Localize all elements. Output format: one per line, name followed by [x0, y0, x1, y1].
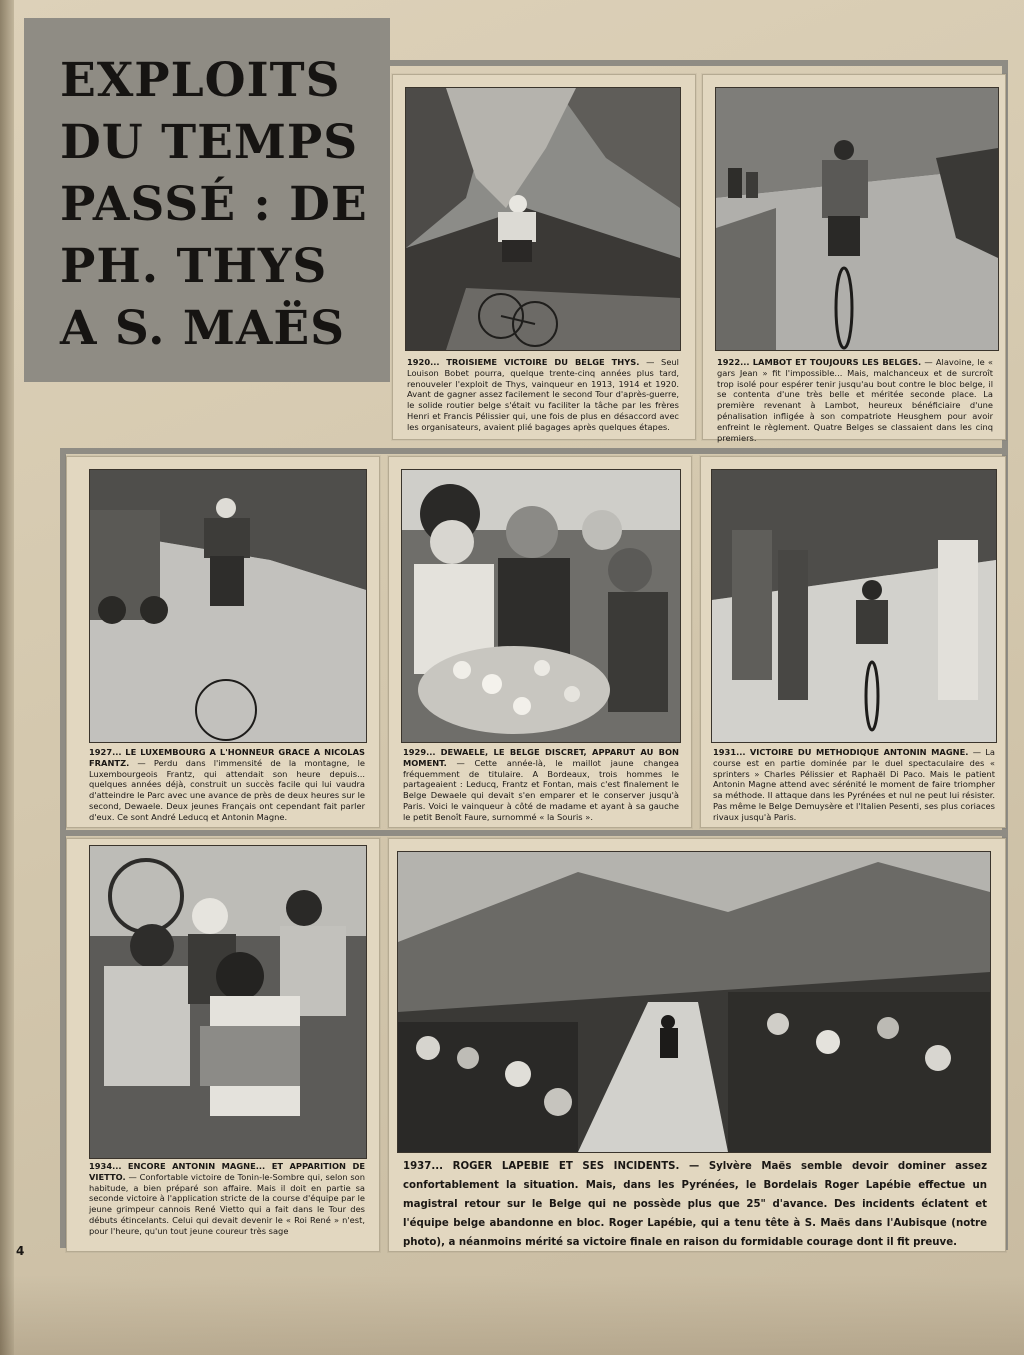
page-edge-shadow: [0, 0, 14, 1355]
photo-card-1920: [392, 74, 696, 440]
caption-1920: [407, 357, 679, 433]
photo-vietto-1934: [89, 845, 367, 1159]
photo-lapebie-1937: [397, 851, 991, 1153]
photo-frantz-1927: [89, 469, 367, 743]
caption-body: — Seul Louison Bobet pourra, quelque trente-cinq années plus tard, renouveler l'exploit de Thys, vainqueur en 1913, 1914 et 1920. Avant de gagner assez facilement le second Tour d'après-guerre, le solide routier belge s'était vu faciliter la tâche par les frères Henri et Francis Pélissier qui, une fois de plus en désaccord avec les organisateurs, avaient plié bagages après quelques étapes.: [407, 357, 679, 432]
caption-heading: ROGER LAPEBIE ET SES INCIDENTS.: [452, 1161, 680, 1172]
photo-card-1929: [388, 456, 692, 828]
caption-year: 1937...: [403, 1161, 443, 1172]
caption-heading: ENCORE ANTONIN MAGNE... ET APPARITION DE VIETTO.: [89, 1161, 366, 1182]
caption-body: — Confortable victoire de Tonin-le-Sombre qui, selon son habitude, a bien préparé son affaire. Mais il doit en partie sa seconde victoire à l'application stricte de la course d'équipe par le jeune grimpeur cannois René Vietto qui a fait dans le Tour des débuts étincelants. Celui qui devait devenir le « Roi René » n'est, pour l'heure, qu'un tout jeune coureur très sage: [89, 1171, 366, 1236]
caption-body: — Sylvère Maës semble devoir dominer assez confortablement la situation. Mais, dans les Pyrénées, le Bordelais Roger Lapébie effectue un magistral retour sur le Belge qui ne possède plus que 25" d'avance. Des incidents éclatent et l'équipe belge abandonne en bloc. Roger Lapébie, qui a tenu tête à S. Maës dans l'Aubisque (notre photo), a néanmoins mérité sa victoire finale en raison du formidable courage dont il fit preuve.: [403, 1161, 987, 1248]
photo-thys-1920: [405, 87, 681, 351]
photo-card-1937: [388, 838, 1006, 1252]
caption-heading: LE LUXEMBOURG A L'HONNEUR GRACE A NICOLAS FRANTZ.: [89, 747, 365, 768]
photo-magne-1931: [711, 469, 997, 743]
caption-year: 1934...: [89, 1161, 122, 1171]
photo-lambot-1922: [715, 87, 999, 351]
photo-dewaele-1929: [401, 469, 681, 743]
caption-body: — Cette année-là, le maillot jaune changea fréquemment de titulaire. A Bordeaux, trois hommes le partageaient : Leducq, Frantz et Fontan, mais c'est finalement le Belge Dewaele qui devait s'en emparer et le conserver jusqu'à Paris. Voici le vainqueur à côté de madame et ayant à sa gauche le petit Benoît Faure, surnommé « la Souris ».: [403, 757, 679, 822]
caption-year: 1929...: [403, 747, 436, 757]
photo-card-1934: [66, 838, 380, 1252]
caption-heading: LAMBOT ET TOUJOURS LES BELGES.: [752, 357, 922, 367]
caption-heading: DEWAELE, LE BELGE DISCRET, APPARUT AU BON MOMENT.: [403, 747, 680, 768]
caption-body: — La course est en partie dominée par le duel spectaculaire des « sprinters » Charles Pélissier et Raphaël Di Paco. Mais le patient Antonin Magne attend avec sérénité le moment de faire triompher sa méthode. Il attaque dans les Pyrénées et nul ne peut lui résister. Pas même le Belge Demuysère et l'Italien Pesenti, ses plus coriaces rivaux jusqu'à Paris.: [713, 747, 995, 822]
caption-1922: [717, 357, 993, 443]
caption-year: 1931...: [713, 747, 746, 757]
caption-body: — Alavoine, le « gars Jean » fit l'impossible... Mais, malchanceux et de surcroît trop isolé pour espérer tenir jusqu'au bout contre le bloc belge, il se contenta d'une très belle et méritée seconde place. La première revenant à Lambot, heureux bénéficiaire d'une pénalisation infligée à son compatriote Heusghem pour avoir enfreint le règlement. Quatre Belges se classaient dans les cinq premiers.: [717, 357, 994, 443]
caption-year: 1920...: [407, 357, 440, 367]
caption-body: — Perdu dans l'immensité de la montagne, le Luxembourgeois Frantz, qui attendait son heure depuis... quelques années déjà, construit un succès facile qui lui vaudra d'atteindre le Parc avec une avance de près de deux heures sur le second, Dewaele. Deux jeunes Français ont cependant fait parler d'eux. Ce sont André Leducq et Antonin Magne.: [89, 757, 366, 822]
page-number: 4: [16, 1244, 25, 1258]
page-stain: [0, 1275, 1024, 1355]
caption-1929: [403, 747, 679, 823]
caption-year: 1927...: [89, 747, 122, 757]
caption-1934: [89, 1161, 365, 1237]
caption-heading: VICTOIRE DU METHODIQUE ANTONIN MAGNE.: [749, 747, 969, 757]
caption-1937: [403, 1157, 987, 1252]
caption-1931: [713, 747, 995, 823]
frame-rule-row3: [60, 830, 1008, 836]
photo-card-1922: [702, 74, 1006, 443]
frame-rule-top: [390, 60, 1008, 66]
caption-year: 1922...: [717, 357, 750, 367]
page-headline: EXPLOITS DU TEMPS PASSÉ : DE PH. THYS A S. MAËS: [60, 53, 368, 356]
caption-1927: [89, 747, 365, 823]
photo-card-1927: [66, 456, 380, 828]
caption-heading: TROISIEME VICTOIRE DU BELGE THYS.: [446, 357, 640, 367]
photo-card-1931: [700, 456, 1006, 828]
frame-rule-row2: [60, 448, 1008, 454]
